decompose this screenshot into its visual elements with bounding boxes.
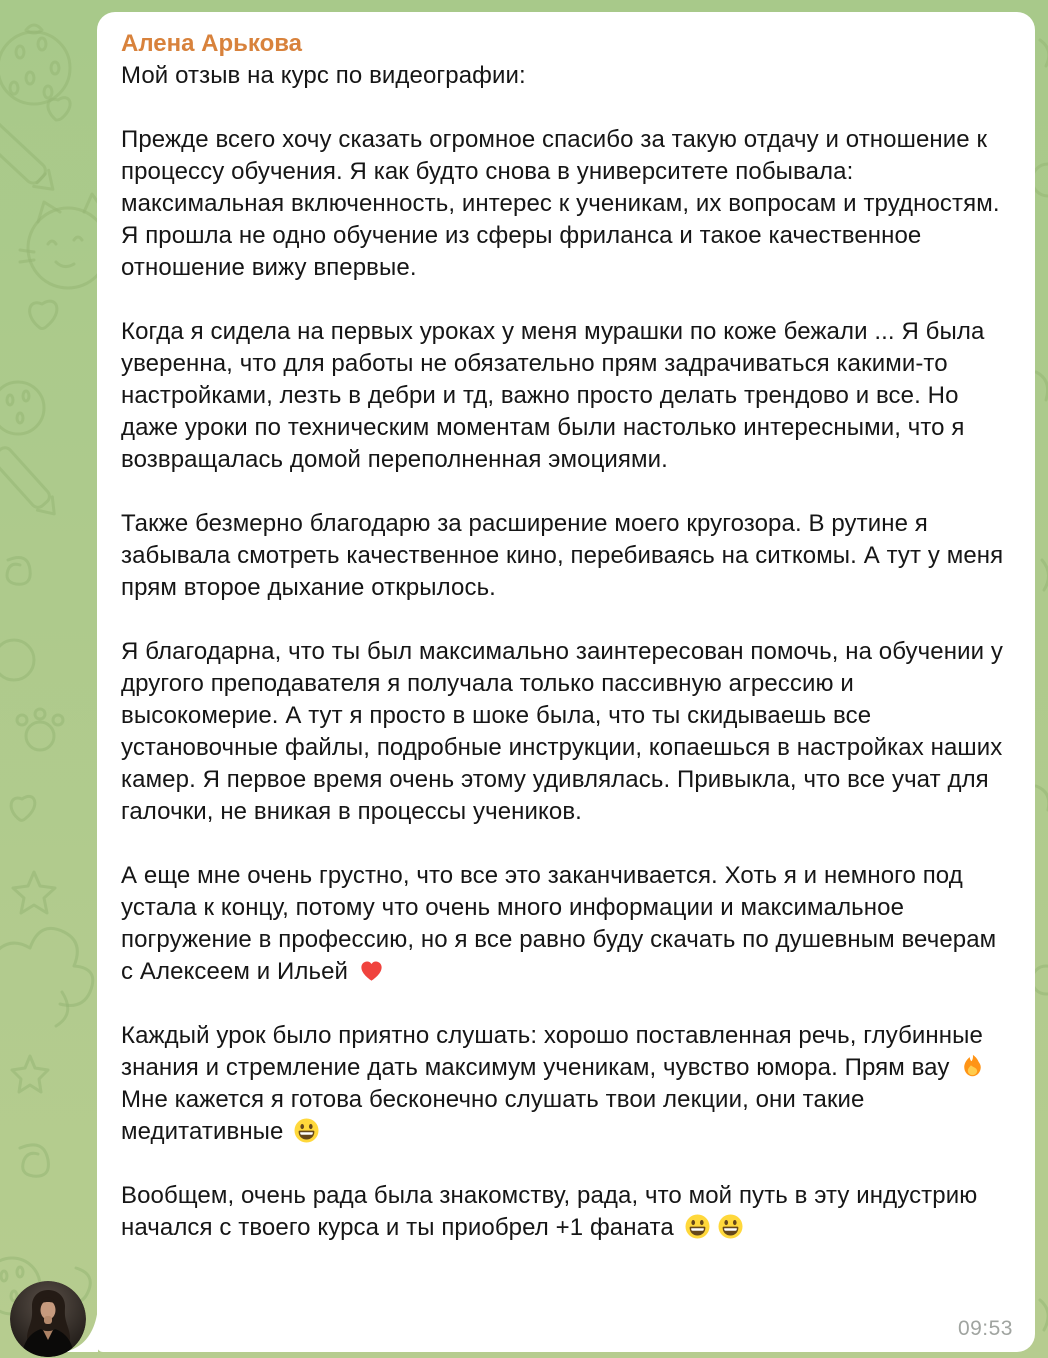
message-bubble[interactable] xyxy=(97,12,1035,1352)
avatar[interactable] xyxy=(10,1281,86,1357)
avatar-photo xyxy=(10,1281,86,1357)
paw-doodle xyxy=(17,709,63,750)
red-heart-emoji xyxy=(355,958,388,985)
message-text-segment: Мой отзыв на курс по видеографии: xyxy=(121,62,526,89)
message-paragraph xyxy=(121,124,1011,284)
message-text-segment: Также безмерно благодарю за расширение моего кругозора. В рутине я забывала смотреть качественное кино, перебиваясь на ситкомы. А тут у меня прям второе дыхание открылось. xyxy=(121,510,1004,601)
cat-doodle xyxy=(20,194,108,288)
message-text-segment: Я благодарна, что ты был максимально заинтересован помочь, на обучении у другого преподавателя я получала только пассивную агрессию и высокомерие. А тут я просто в шоке была, что ты скидываешь все установочные файлы, подробные инструкции, копаешься в настройках наших камер. Я первое время очень этому удивлялась. Привыкла, что все учат для галочки, не вникая в процессы учеников. xyxy=(121,638,1003,825)
strawberry-doodle xyxy=(0,25,70,104)
message-text-segment: Прежде всего хочу сказать огромное спасибо за такую отдачу и отношение к процессу обучения. Я как будто снова в университете побывала: максимальная включенность, интерес к ученикам, их вопросам и трудностям. Я прошла не одно обучение из сферы фриланса и такое качественное отношение вижу впервые. xyxy=(121,126,1000,281)
pencil-doodle xyxy=(0,445,62,521)
message-paragraph xyxy=(121,1020,1011,1148)
pencil-doodle xyxy=(0,117,60,197)
heart-doodle xyxy=(48,98,70,120)
message-timestamp: 09:53 xyxy=(957,1317,1013,1340)
heart-doodle xyxy=(30,301,57,328)
cloud-doodle xyxy=(0,928,93,1026)
message-paragraph xyxy=(121,316,1011,476)
message-text-segment: Каждый урок было приятно слушать: хорошо поставленная речь, глубинные знания и стремление дать максимум ученикам, чувство юмора. Прям вау xyxy=(121,1022,983,1081)
message-text-segment: Вообщем, очень рада была знакомству, рада, что мой путь в эту индустрию начался с твоего курса и ты приобрел +1 фаната xyxy=(121,1182,978,1241)
spiral-doodle xyxy=(7,558,30,585)
grinning-face-emoji xyxy=(681,1214,714,1241)
message-text-segment: Мне кажется я готова бесконечно слушать твои лекции, они такие медитативные xyxy=(121,1086,865,1145)
message-paragraph xyxy=(121,1180,1011,1244)
message-paragraph xyxy=(121,60,1011,92)
message-text-segment: Когда я сидела на первых уроках у меня мурашки по коже бежали ... Я была уверенна, что для работы не обязательно прям задрачиваться какими-то настройками, лезть в дебри и тд, важно просто делать трендово и все. Но даже уроки по техническим моментам были настолько интересными, что я возвращалась домой переполненная эмоциями. xyxy=(121,318,985,473)
fire-emoji xyxy=(956,1054,989,1081)
sender-name[interactable]: Алена Арькова xyxy=(121,30,303,57)
star-doodle xyxy=(13,872,55,913)
message-paragraph xyxy=(121,636,1011,828)
message-text-segment: А еще мне очень грустно, что все это заканчивается. Хоть я и немного под устала к концу, потому что очень много информации и максимальное погружение в профессию, но я все равно буду скачать по душевным вечерам с Алексеем и Ильей xyxy=(121,862,997,985)
spiral-doodle xyxy=(20,1145,48,1176)
star-doodle xyxy=(12,1056,48,1092)
circle-doodle xyxy=(0,640,34,680)
message-paragraph xyxy=(121,508,1011,604)
grinning-face-emoji xyxy=(290,1118,323,1145)
message-paragraph xyxy=(121,860,1011,988)
heart-doodle xyxy=(11,796,35,820)
grinning-face-emoji xyxy=(714,1214,747,1241)
message-text xyxy=(121,60,1011,1244)
berry-doodle xyxy=(0,382,44,434)
